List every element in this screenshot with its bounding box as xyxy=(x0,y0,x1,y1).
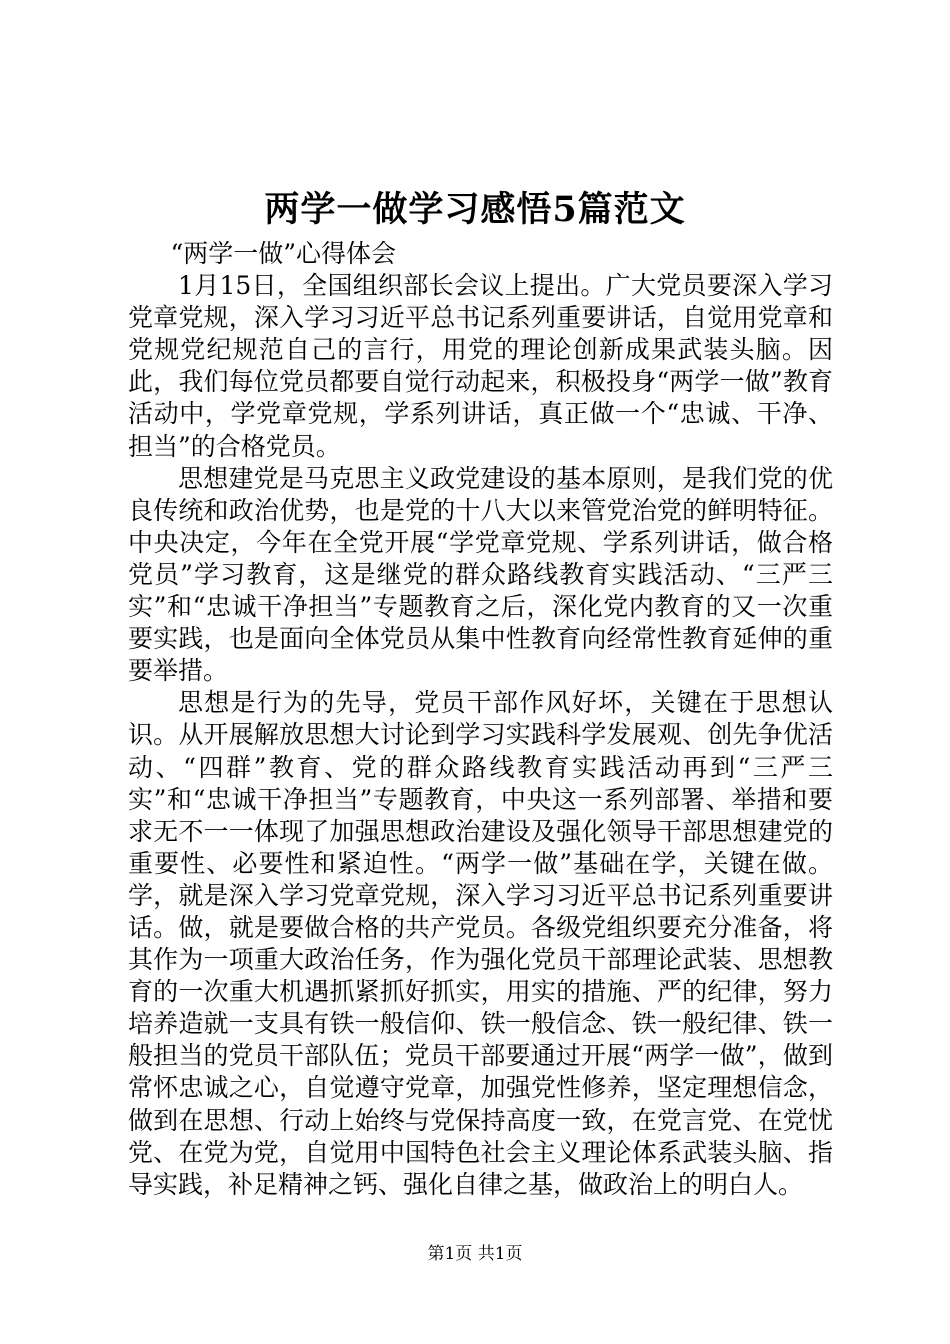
document-title: 两学一做学习感悟5篇范文 xyxy=(264,189,686,230)
document-subtitle: “两学一做”心得体会 xyxy=(170,239,397,268)
paragraph-3: 思想是行为的先导，党员干部作风好坏，关键在于思想认识。从开展解放思想大讨论到学习实践科学发展观、创先争优活动、“四群”教育、党的群众路线教育实践活动再到“三严三实”和“忠诚干净担当”专题教育，中央这一系列部署、举措和要求无不一一体现了加强思想政治建设及强化领导干部思想建党的重要性、必要性和紧迫性。“两学一做”基础在学，关键在做。学，就是深入学习党章党规，深入学习习近平总书记系列重要讲话。做，就是要做合格的共产党员。各级党组织要充分准备，将其作为一项重大政治任务，作为强化党员干部理论武装、思想教育的一次重大机遇抓紧抓好抓实，用实的措施、严的纪律，努力培养造就一支具有铁一般信仰、铁一般信念、铁一般纪律、铁一般担当的党员干部队伍；党员干部要通过开展“两学一做”，做到常怀忠诚之心，自觉遵守党章，加强党性修养，坚定理想信念，做到在思想、行动上始终与党保持高度一致，在党言党、在党忧党、在党为党，自觉用中国特色社会主义理论体系武装头脑、指导实践，补足精神之钙、强化自律之基，做政治上的明白人。 xyxy=(128,688,833,1199)
document-body xyxy=(128,238,833,1201)
paragraph-1: 1月15日，全国组织部长会议上提出。广大党员要深入学习党章党规，深入学习习近平总书记系列重要讲话，自觉用党章和党规党纪规范自己的言行，用党的理论创新成果武装头脑。因此，我们每位党员都要自觉行动起来，积极投身“两学一做”教育活动中，学党章党规，学系列讲话，真正做一个“忠诚、干净、担当”的合格党员。 xyxy=(128,271,833,461)
page-footer: 第1页 共1页 xyxy=(427,1244,523,1264)
paragraph-2: 思想建党是马克思主义政党建设的基本原则，是我们党的优良传统和政治优势，也是党的十八大以来管党治党的鲜明特征。中央决定，今年在全党开展“学党章党规、学系列讲话，做合格党员”学习教育，这是继党的群众路线教育实践活动、“三严三实”和“忠诚干净担当”专题教育之后，深化党内教育的又一次重要实践，也是面向全体党员从集中性教育向经常性教育延伸的重要举措。 xyxy=(128,463,833,686)
